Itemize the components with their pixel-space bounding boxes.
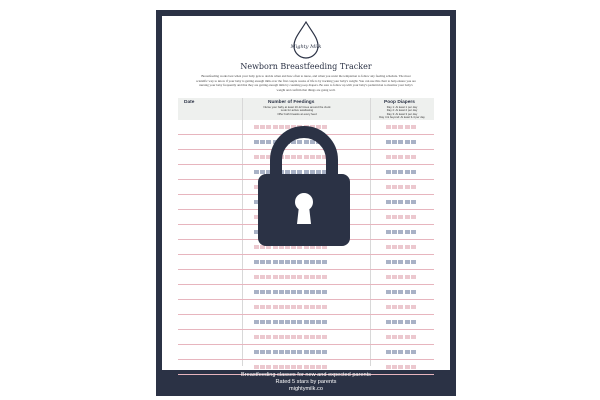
poop-checkbox[interactable] xyxy=(392,215,397,219)
footer-line: Rated 5 stars by parents xyxy=(275,379,337,385)
feeding-checkbox[interactable] xyxy=(266,335,271,339)
poop-checkbox[interactable] xyxy=(411,365,416,369)
feeding-checkbox[interactable] xyxy=(254,350,259,354)
feeding-checkbox[interactable] xyxy=(266,290,271,294)
feeding-checkbox[interactable] xyxy=(316,290,321,294)
feeding-checkboxes xyxy=(254,320,327,324)
poop-checkbox[interactable] xyxy=(392,125,397,129)
feeding-checkbox[interactable] xyxy=(279,365,284,369)
feeding-checkbox[interactable] xyxy=(304,305,309,309)
poop-checkbox[interactable] xyxy=(398,365,403,369)
poop-checkbox[interactable] xyxy=(398,215,403,219)
poop-checkbox[interactable] xyxy=(392,365,397,369)
poop-checkbox[interactable] xyxy=(411,320,416,324)
poop-checkbox[interactable] xyxy=(405,200,410,204)
feeding-checkbox[interactable] xyxy=(260,275,265,279)
feeding-checkbox[interactable] xyxy=(291,260,296,264)
feeding-checkbox[interactable] xyxy=(279,350,284,354)
poop-checkbox[interactable] xyxy=(386,170,391,174)
feeding-checkbox[interactable] xyxy=(273,305,278,309)
poop-checkboxes xyxy=(386,125,416,129)
poop-checkbox[interactable] xyxy=(411,215,416,219)
poop-checkbox[interactable] xyxy=(398,305,403,309)
feeding-checkbox[interactable] xyxy=(310,365,315,369)
feeding-checkbox[interactable] xyxy=(273,335,278,339)
feeding-checkbox[interactable] xyxy=(322,335,327,339)
poop-checkbox[interactable] xyxy=(405,320,410,324)
poop-checkbox[interactable] xyxy=(411,290,416,294)
poop-checkbox[interactable] xyxy=(386,365,391,369)
feeding-checkbox[interactable] xyxy=(297,350,302,354)
poop-checkbox[interactable] xyxy=(392,350,397,354)
feeding-checkbox[interactable] xyxy=(297,365,302,369)
feeding-checkbox[interactable] xyxy=(297,260,302,264)
poop-checkbox[interactable] xyxy=(386,140,391,144)
poop-checkbox[interactable] xyxy=(386,125,391,129)
feeding-checkbox[interactable] xyxy=(304,290,309,294)
feeding-checkbox[interactable] xyxy=(310,350,315,354)
poop-note: Day 4 & beyond: At least 3-4 per day xyxy=(379,115,425,120)
poop-checkbox[interactable] xyxy=(405,140,410,144)
poop-checkbox[interactable] xyxy=(398,350,403,354)
poop-checkboxes xyxy=(386,215,416,219)
feeding-checkbox[interactable] xyxy=(285,305,290,309)
feeding-checkbox[interactable] xyxy=(322,320,327,324)
feeding-checkbox[interactable] xyxy=(260,290,265,294)
poop-checkbox[interactable] xyxy=(386,155,391,159)
feeding-checkbox[interactable] xyxy=(316,305,321,309)
poop-checkbox[interactable] xyxy=(411,200,416,204)
poop-checkbox[interactable] xyxy=(398,245,403,249)
table-row xyxy=(178,270,434,285)
poop-note: Day 3: At least 3 per day xyxy=(386,111,418,116)
poop-checkbox[interactable] xyxy=(398,230,403,234)
feeding-checkbox[interactable] xyxy=(260,365,265,369)
feedings-notes xyxy=(242,106,352,116)
poop-checkbox[interactable] xyxy=(398,260,403,264)
poop-checkboxes xyxy=(386,335,416,339)
feeding-checkbox[interactable] xyxy=(254,290,259,294)
poop-checkboxes xyxy=(386,140,416,144)
poop-checkbox[interactable] xyxy=(386,215,391,219)
feeding-checkbox[interactable] xyxy=(297,335,302,339)
poop-checkboxes xyxy=(386,350,416,354)
feeding-checkbox[interactable] xyxy=(273,260,278,264)
poop-checkbox[interactable] xyxy=(392,155,397,159)
feeding-checkboxes xyxy=(254,305,327,309)
poop-checkbox[interactable] xyxy=(405,185,410,189)
feeding-checkbox[interactable] xyxy=(310,335,315,339)
poop-checkbox[interactable] xyxy=(405,335,410,339)
feeding-checkbox[interactable] xyxy=(291,320,296,324)
feeding-checkbox[interactable] xyxy=(279,275,284,279)
table-row xyxy=(178,330,434,345)
poop-checkbox[interactable] xyxy=(411,140,416,144)
table-header xyxy=(178,98,434,120)
poop-checkbox[interactable] xyxy=(405,290,410,294)
poop-checkbox[interactable] xyxy=(392,320,397,324)
feeding-checkbox[interactable] xyxy=(273,365,278,369)
poop-checkboxes xyxy=(386,245,416,249)
feeding-checkbox[interactable] xyxy=(322,275,327,279)
poop-checkbox[interactable] xyxy=(398,140,403,144)
feeding-checkbox[interactable] xyxy=(279,335,284,339)
poop-checkbox[interactable] xyxy=(411,245,416,249)
feeding-checkbox[interactable] xyxy=(285,260,290,264)
feeding-checkbox[interactable] xyxy=(322,290,327,294)
feeding-checkbox[interactable] xyxy=(322,350,327,354)
poop-checkbox[interactable] xyxy=(411,350,416,354)
poop-checkbox[interactable] xyxy=(411,305,416,309)
poop-checkbox[interactable] xyxy=(398,200,403,204)
poop-checkbox[interactable] xyxy=(392,245,397,249)
feeding-checkboxes xyxy=(254,290,327,294)
feeding-checkbox[interactable] xyxy=(297,320,302,324)
poop-checkbox[interactable] xyxy=(405,215,410,219)
poop-checkboxes xyxy=(386,305,416,309)
feeding-checkbox[interactable] xyxy=(266,320,271,324)
feeding-checkbox[interactable] xyxy=(310,290,315,294)
feeding-checkbox[interactable] xyxy=(254,320,259,324)
feeding-checkbox[interactable] xyxy=(322,365,327,369)
feeding-checkbox[interactable] xyxy=(266,365,271,369)
poop-checkboxes xyxy=(386,365,416,369)
poop-checkbox[interactable] xyxy=(405,275,410,279)
poop-checkbox[interactable] xyxy=(398,290,403,294)
feeding-checkbox[interactable] xyxy=(260,260,265,264)
feeding-checkbox[interactable] xyxy=(316,260,321,264)
feeding-checkbox[interactable] xyxy=(322,305,327,309)
poop-checkbox[interactable] xyxy=(411,275,416,279)
padlock-icon xyxy=(254,124,354,248)
feeding-checkbox[interactable] xyxy=(316,350,321,354)
feeding-checkbox[interactable] xyxy=(297,305,302,309)
poop-checkbox[interactable] xyxy=(411,260,416,264)
poop-note: Day 1: At least 1 per day xyxy=(386,105,418,109)
feeding-checkbox[interactable] xyxy=(291,275,296,279)
feeding-checkbox[interactable] xyxy=(304,320,309,324)
poop-checkboxes xyxy=(386,320,416,324)
feeding-checkbox[interactable] xyxy=(266,260,271,264)
poop-checkbox[interactable] xyxy=(405,305,410,309)
poop-checkbox[interactable] xyxy=(392,185,397,189)
poop-checkbox[interactable] xyxy=(405,230,410,234)
poop-checkbox[interactable] xyxy=(398,185,403,189)
poop-checkbox[interactable] xyxy=(386,350,391,354)
feeding-checkbox[interactable] xyxy=(285,290,290,294)
feeding-checkbox[interactable] xyxy=(260,320,265,324)
feeding-checkbox[interactable] xyxy=(254,335,259,339)
poop-checkbox[interactable] xyxy=(398,155,403,159)
poop-checkbox[interactable] xyxy=(411,125,416,129)
poop-checkbox[interactable] xyxy=(405,260,410,264)
table-row xyxy=(178,255,434,270)
poop-checkboxes xyxy=(386,230,416,234)
feeding-checkbox[interactable] xyxy=(266,350,271,354)
feeding-checkbox[interactable] xyxy=(304,335,309,339)
poop-checkbox[interactable] xyxy=(386,335,391,339)
feeding-checkbox[interactable] xyxy=(304,365,309,369)
feeding-checkbox[interactable] xyxy=(285,365,290,369)
feeding-checkbox[interactable] xyxy=(304,260,309,264)
poop-checkbox[interactable] xyxy=(398,125,403,129)
feeding-checkbox[interactable] xyxy=(273,320,278,324)
feeding-checkboxes xyxy=(254,335,327,339)
poop-checkbox[interactable] xyxy=(411,170,416,174)
poop-checkbox[interactable] xyxy=(392,230,397,234)
footer-banner xyxy=(156,370,456,398)
feedings-column-header: Number of Feedings xyxy=(268,100,315,105)
feeding-checkbox[interactable] xyxy=(304,350,309,354)
feeding-checkbox[interactable] xyxy=(254,260,259,264)
poop-checkbox[interactable] xyxy=(392,290,397,294)
poop-checkbox[interactable] xyxy=(386,200,391,204)
poop-checkboxes xyxy=(386,260,416,264)
milk-drop-logo-icon xyxy=(286,20,326,62)
poop-checkboxes xyxy=(386,170,416,174)
poop-checkbox[interactable] xyxy=(398,335,403,339)
feeding-checkbox[interactable] xyxy=(316,335,321,339)
poop-checkbox[interactable] xyxy=(392,275,397,279)
poop-checkboxes xyxy=(386,155,416,159)
feedings-note: Look for active swallowing xyxy=(280,108,314,113)
table-row xyxy=(178,315,434,330)
feeding-checkbox[interactable] xyxy=(285,320,290,324)
feeding-checkbox[interactable] xyxy=(291,365,296,369)
poop-checkbox[interactable] xyxy=(392,305,397,309)
feeding-checkbox[interactable] xyxy=(310,260,315,264)
feeding-checkbox[interactable] xyxy=(285,335,290,339)
date-column-header: Date xyxy=(184,100,195,105)
poop-checkbox[interactable] xyxy=(386,305,391,309)
poop-checkbox[interactable] xyxy=(405,155,410,159)
feeding-checkbox[interactable] xyxy=(279,320,284,324)
poop-checkbox[interactable] xyxy=(405,125,410,129)
feeding-checkbox[interactable] xyxy=(260,350,265,354)
poop-checkbox[interactable] xyxy=(392,335,397,339)
poop-checkbox[interactable] xyxy=(405,350,410,354)
poop-checkbox[interactable] xyxy=(386,320,391,324)
poop-column-header: Poop Diapers xyxy=(384,100,415,105)
poop-checkbox[interactable] xyxy=(386,230,391,234)
poop-checkbox[interactable] xyxy=(411,185,416,189)
poop-checkbox[interactable] xyxy=(392,200,397,204)
poop-checkbox[interactable] xyxy=(398,275,403,279)
feeding-checkbox[interactable] xyxy=(273,290,278,294)
poop-checkboxes xyxy=(386,275,416,279)
feeding-checkbox[interactable] xyxy=(266,305,271,309)
feeding-checkbox[interactable] xyxy=(291,350,296,354)
poop-checkbox[interactable] xyxy=(386,275,391,279)
poop-notes xyxy=(370,106,434,120)
feeding-checkbox[interactable] xyxy=(285,275,290,279)
feeding-checkbox[interactable] xyxy=(279,305,284,309)
feeding-checkbox[interactable] xyxy=(279,290,284,294)
feeding-checkbox[interactable] xyxy=(316,320,321,324)
feeding-checkbox[interactable] xyxy=(297,275,302,279)
poop-checkbox[interactable] xyxy=(392,170,397,174)
table-row xyxy=(178,285,434,300)
poop-checkbox[interactable] xyxy=(411,230,416,234)
poop-checkbox[interactable] xyxy=(392,140,397,144)
footer-line: Breastfeeding classes for new and expected parents xyxy=(241,372,371,378)
poop-checkbox[interactable] xyxy=(386,245,391,249)
feeding-checkbox[interactable] xyxy=(310,305,315,309)
poop-checkbox[interactable] xyxy=(392,260,397,264)
feeding-checkbox[interactable] xyxy=(297,290,302,294)
feeding-checkbox[interactable] xyxy=(279,260,284,264)
feeding-checkbox[interactable] xyxy=(322,260,327,264)
feeding-checkbox[interactable] xyxy=(260,305,265,309)
feeding-checkbox[interactable] xyxy=(266,275,271,279)
poop-checkbox[interactable] xyxy=(398,320,403,324)
poop-checkbox[interactable] xyxy=(411,335,416,339)
feeding-checkbox[interactable] xyxy=(273,275,278,279)
poop-checkboxes xyxy=(386,290,416,294)
feeding-checkbox[interactable] xyxy=(316,365,321,369)
feeding-checkboxes xyxy=(254,260,327,264)
poop-checkbox[interactable] xyxy=(386,290,391,294)
feeding-checkbox[interactable] xyxy=(254,275,259,279)
feeding-checkbox[interactable] xyxy=(310,320,315,324)
feeding-checkbox[interactable] xyxy=(291,290,296,294)
poop-checkbox[interactable] xyxy=(411,155,416,159)
feeding-checkboxes xyxy=(254,365,327,369)
poop-checkbox[interactable] xyxy=(386,260,391,264)
poop-checkbox[interactable] xyxy=(405,365,410,369)
poop-checkboxes xyxy=(386,200,416,204)
feeding-checkbox[interactable] xyxy=(291,305,296,309)
feeding-checkbox[interactable] xyxy=(273,350,278,354)
table-row xyxy=(178,300,434,315)
intro-paragraph: Breastfeeding works best when your baby gets to decide when and how often to nurse, and when you resist the temptation to follow any feeding schedule. The most scientific way to know if your baby is getting enough milk over the first couple weeks of life is by tracking your baby's weight. You can use this chart to help ensure you are nursing your baby frequently and that they are getting enough milk by counting poop diapers. Be sure to follow up with your baby's pediatrician to monitor your baby's weight and confirm that things are going well. xyxy=(196,74,416,92)
poop-note: Day 2: At least 2 per day xyxy=(386,108,418,113)
feeding-checkboxes xyxy=(254,275,327,279)
page-title: Newborn Breastfeeding Tracker xyxy=(240,62,372,71)
feedings-note: Offer both breasts at every feed xyxy=(277,111,317,116)
feeding-checkbox[interactable] xyxy=(254,365,259,369)
logo-text: Mighty Milk xyxy=(290,44,322,50)
feeding-checkbox[interactable] xyxy=(291,335,296,339)
feedings-note: Nurse your baby at least 10-12 times around the clock xyxy=(263,105,331,109)
table-row xyxy=(178,345,434,360)
footer-url: mightymilk.co xyxy=(289,386,323,392)
feeding-checkboxes xyxy=(254,350,327,354)
feeding-checkbox[interactable] xyxy=(254,305,259,309)
feeding-checkbox[interactable] xyxy=(316,275,321,279)
feeding-checkbox[interactable] xyxy=(304,275,309,279)
poop-checkbox[interactable] xyxy=(405,170,410,174)
feeding-checkbox[interactable] xyxy=(260,335,265,339)
poop-checkbox[interactable] xyxy=(405,245,410,249)
feeding-checkbox[interactable] xyxy=(310,275,315,279)
poop-checkbox[interactable] xyxy=(386,185,391,189)
feeding-checkbox[interactable] xyxy=(285,350,290,354)
poop-checkbox[interactable] xyxy=(398,170,403,174)
poop-checkboxes xyxy=(386,185,416,189)
